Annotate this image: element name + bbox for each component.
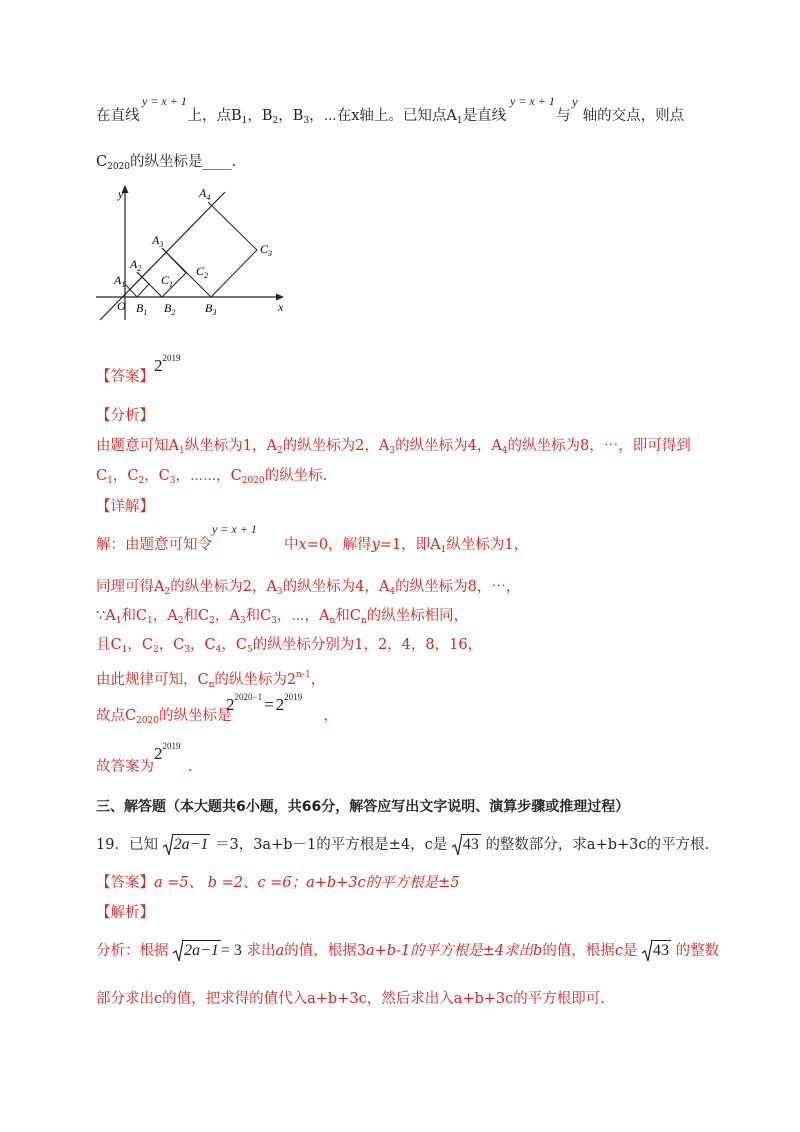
detail18-answer-power: $2^{2019}$ [154,741,181,763]
detail18-line2: 同理可得$A_2$的纵坐标为2，$A_3$的纵坐标为4，$A_4$的纵坐标为8，⋯， [96,579,521,597]
detail18-power-expression: $2^{2020-1} = 2^{2019}$ [226,692,303,714]
label-a3: $A_3$ [152,233,164,249]
detail18-label: 【详解】 [96,499,154,515]
explain19-label: 【解析】 [96,905,154,921]
subscript: 3 [303,116,310,126]
text-segment: 是直线 [462,108,507,124]
text-segment: 在直线 [96,108,140,124]
detail18-line6: 故点$C_{2020}$的纵坐标是 ， [96,708,339,726]
subscript: 2 [272,116,279,126]
text-segment: 上，点B [187,108,242,124]
answer18-label: 【答案】 [96,369,154,385]
explain19-line2: 部分求出c的值，把求得的值代入a+b+3c，然后求出入a+b+3c的平方根即可. [96,991,605,1007]
text-segment: 的纵坐标是____. [130,154,237,170]
text-segment: ，⋯在x轴上。已知点A [309,108,457,124]
label-a4: $A_4$ [199,186,211,202]
explain19-line1: 分析：根据 2a−1 = 3 求出a的值，根据3a+b-1的平方根是±4求出b的值，根据c是 43 的整数 [96,940,719,962]
x-label: x [278,300,284,314]
subscript: 2020 [107,162,131,172]
problem19-line: 19．已知 2a−1 ＝3，3a+b－1的平方根是±4，c是 43 的整数部分，求a+b+3c的平方根. [96,834,709,856]
sqrt-43: 43 [642,940,671,962]
text-segment: C [96,154,108,170]
analysis18-line2: $C_1$，$C_2$，$C_3$，⋯⋯，$C_{2020}$的纵坐标. [96,468,328,486]
answer19-line: 【答案】a =5、 b =2、c =6；a+b+3c的平方根是±5 [96,875,460,891]
label-a1: $A_1$ [114,273,126,289]
detail18-line5: 由此规律可知，$C_n$的纵坐标为2$^{n-1}$， [96,670,326,690]
text-segment: ，B [278,108,304,124]
problem18-line1 [96,106,684,131]
text-segment: 与 [556,108,571,124]
y-label: y [118,187,124,201]
sqrt-43: 43 [452,834,481,856]
equals-three: = 3 [220,942,242,959]
analysis18-label: 【分析】 [96,408,154,424]
detail18-line7: 故答案为 . [96,759,193,775]
label-a2: $A_2$ [130,257,142,273]
subscript: 1 [456,116,463,126]
detail18-line1: 解：由题意可知令 中x=0，解得y=1，即$A_1$纵坐标为1， [96,537,529,555]
subscript: 1 [241,116,248,126]
sqrt-2a-1: 2a−1 [173,940,221,962]
line-equation: y = x + 1 [510,94,555,108]
line-equation: y = x + 1 [142,94,187,108]
square-1 [125,272,149,297]
text-segment: 轴的交点，则点 [582,108,685,124]
section3-title: 三、解答题（本大题共6小题，共66分，解答应写出文字说明、演算步骤或推理过程） [96,799,630,815]
y-variable: y [572,94,578,109]
origin-label: O [117,299,126,313]
label-b1: $B_1$ [136,301,148,317]
sqrt-2a-1: 2a−1 [163,834,211,856]
label-b3: $B_3$ [205,301,217,317]
analysis18-line1: 由题意可知$A_1$纵坐标为1，$A_2$的纵坐标为2，$A_3$的纵坐标为4，$A_4$的纵坐标为8，⋯，即可得到 [96,438,691,456]
detail-equation: y = x + 1 [212,522,257,536]
label-c2: $C_2$ [196,264,209,280]
problem18-line2 [96,152,236,177]
detail18-line3: $\because A_1$和$C_1$，$A_2$和$C_2$，$A_3$和$C_3$，⋯，$A_n$和$C_n$的纵坐标相同， [96,608,469,626]
text-segment: ，B [247,108,273,124]
geometry-figure [92,180,292,325]
detail18-line4: 且$C_1$，$C_2$，$C_3$，$C_4$，$C_5$的纵坐标分别为1，2，4，8，16， [96,637,483,655]
answer18-power: $2^{2019}$ [154,353,181,375]
label-c1: $C_1$ [161,273,174,289]
label-b2: $B_2$ [164,301,176,317]
label-c3: $C_3$ [260,242,273,258]
